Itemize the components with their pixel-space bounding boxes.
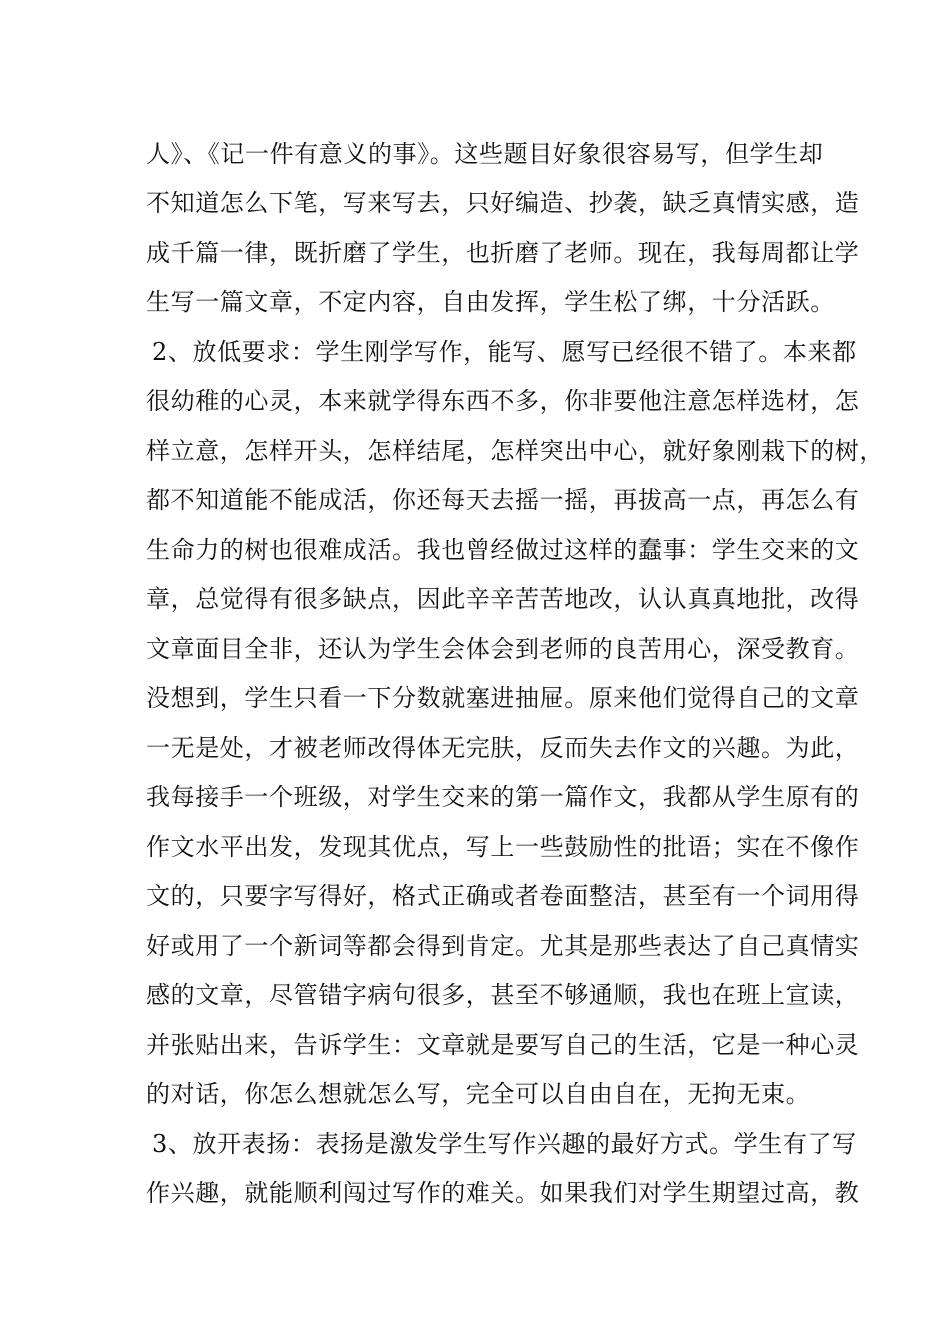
text-line: 很幼稚的心灵，本来就学得东西不多，你非要他注意怎样选材，怎: [146, 387, 860, 415]
text-line: 生写一篇文章，不定内容，自由发挥，学生松了绑，十分活跃。: [146, 288, 835, 316]
text-line: 人》、《记一件有意义的事》。这些题目好象很容易写，但学生却: [146, 140, 824, 168]
text-line: 文章面目全非，还认为学生会体会到老师的良苦用心，深受教育。: [146, 635, 860, 663]
text-line: 一无是处，才被老师改得体无完肤，反而失去作文的兴趣。为此，: [146, 734, 860, 762]
text-line: 成千篇一律，既折磨了学生，也折磨了老师。现在，我每周都让学: [146, 239, 860, 267]
text-line: 不知道怎么下笔，写来写去，只好编造、抄袭，缺乏真情实感，造: [146, 189, 860, 217]
text-line: 没想到，学生只看一下分数就塞进抽屉。原来他们觉得自己的文章: [146, 684, 860, 712]
text-line: 作兴趣，就能顺利闯过写作的难关。如果我们对学生期望过高，教: [146, 1179, 860, 1207]
text-line: 我每接手一个班级，对学生交来的第一篇作文，我都从学生原有的: [146, 783, 860, 811]
text-line: 作文水平出发，发现其优点，写上一些鼓励性的批语；实在不像作: [146, 833, 860, 861]
text-line: 的对话，你怎么想就怎么写，完全可以自由自在，无拘无束。: [146, 1080, 811, 1108]
paragraph-2-start: 2、放低要求：学生刚学写作，能写、愿写已经很不错了。本来都: [152, 338, 857, 366]
text-line: 样立意，怎样开头，怎样结尾，怎样突出中心，就好象刚栽下的树，: [146, 437, 884, 465]
text-line: 生命力的树也很难成活。我也曾经做过这样的蠢事：学生交来的文: [146, 536, 860, 564]
text-line: 好或用了一个新词等都会得到肯定。尤其是那些表达了自己真情实: [146, 932, 860, 960]
text-line: 并张贴出来，告诉学生：文章就是要写自己的生活，它是一种心灵: [146, 1031, 860, 1059]
text-line: 文的，只要字写得好，格式正确或者卷面整洁，甚至有一个词用得: [146, 882, 860, 910]
text-line: 感的文章，尽管错字病句很多，甚至不够通顺，我也在班上宣读，: [146, 981, 860, 1009]
paragraph-3-start: 3、放开表扬：表扬是激发学生写作兴趣的最好方式。学生有了写: [152, 1130, 857, 1158]
text-line: 都不知道能不能成活，你还每天去摇一摇，再拔高一点，再怎么有: [146, 486, 860, 514]
text-line: 章，总觉得有很多缺点，因此辛辛苦苦地改，认认真真地批，改得: [146, 585, 860, 613]
